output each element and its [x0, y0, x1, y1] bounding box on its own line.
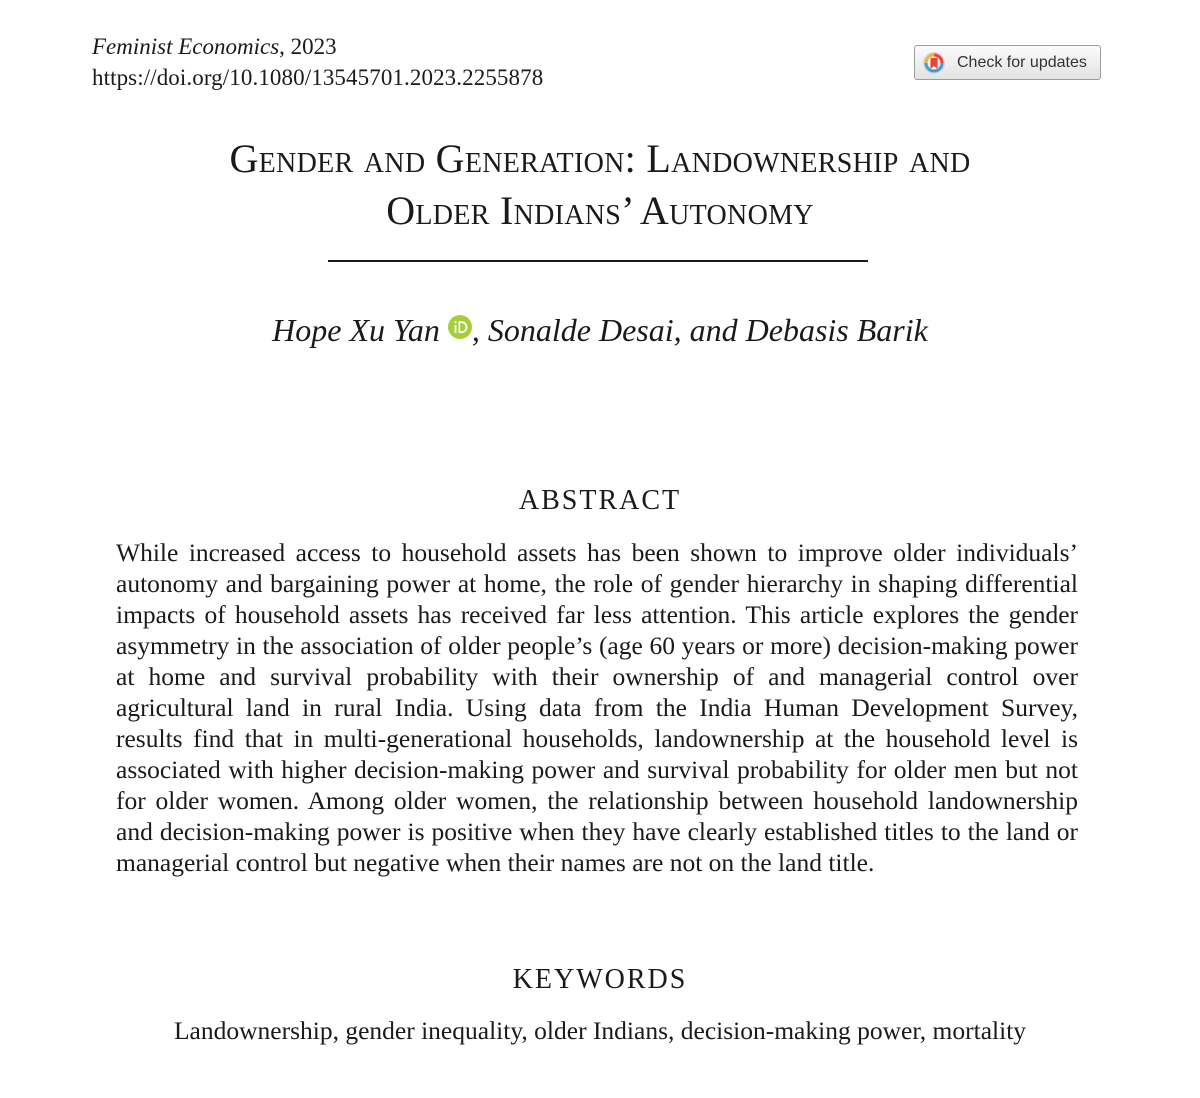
- title-divider: [328, 260, 868, 262]
- author-list: [0, 310, 1200, 350]
- check-for-updates-button[interactable]: [914, 45, 1101, 80]
- journal-citation: [92, 33, 337, 61]
- abstract-text: While increased access to household assets has been shown to improve older individuals’ autonomy and bargaining power at home, the role of gender hierarchy in shaping differential impacts of household assets has received far less attention. This article explores the gender asymmetry in the association of older people’s (age 60 years or more) decision-making power at home and survival probability with their ownership of and managerial control over agricultural land in rural India. Using data from the India Human Development Survey, results find that in multi-generational households, landownership at the household level is associated with higher decision-making power and survival probability for older men but not for older women. Among older women, the relationship between household landownership and decision-making power is positive when they have clearly established titles to the land or managerial control but negative when their names are not on the land title.: [116, 538, 1078, 877]
- journal-name: Feminist Economics: [92, 34, 280, 59]
- doi-link[interactable]: https://doi.org/10.1080/13545701.2023.2255878: [92, 65, 544, 90]
- title-line-2: Older Indians’ Autonomy: [386, 188, 814, 233]
- author-hope-xu-yan[interactable]: Hope Xu Yan: [272, 312, 440, 348]
- title-line-1: Gender and Generation: Landownership and: [229, 136, 971, 181]
- keywords-text: Landownership, gender inequality, older Indians, decision-making power, mortality: [173, 1016, 1027, 1045]
- journal-year: , 2023: [279, 34, 337, 59]
- keywords-heading: KEYWORDS: [512, 964, 688, 995]
- abstract-heading: ABSTRACT: [518, 485, 682, 516]
- article-title: [0, 133, 1200, 237]
- crossmark-icon: [923, 52, 945, 74]
- orcid-icon[interactable]: [448, 315, 472, 339]
- check-for-updates-label: Check for updates: [957, 53, 1087, 71]
- other-authors: , Sonalde Desai, and Debasis Barik: [471, 312, 928, 348]
